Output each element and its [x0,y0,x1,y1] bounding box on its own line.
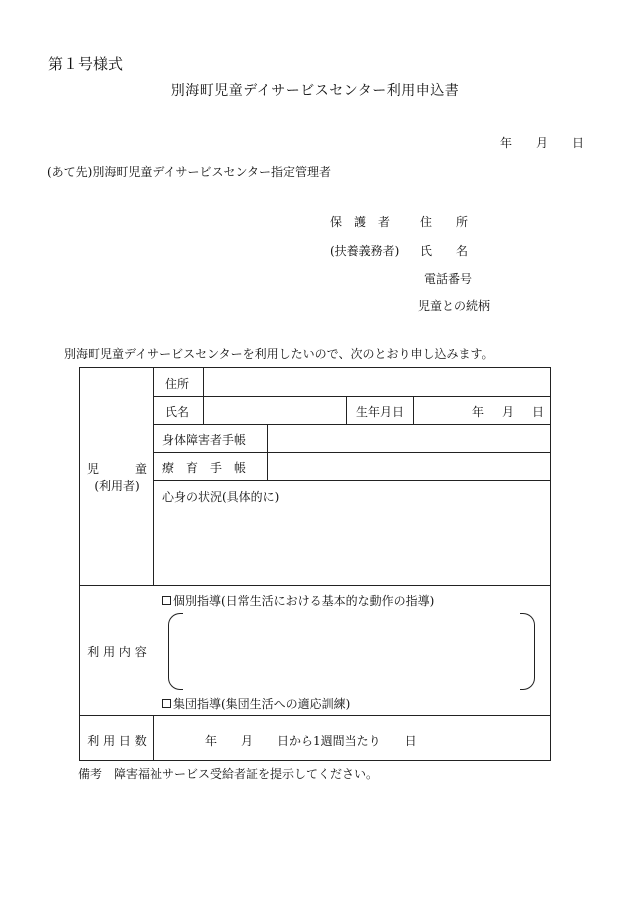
birthdate-label: 生年月日 [356,405,405,419]
date-day: 日 [571,136,584,150]
ryoiku-cert-label: 療 育 手 帳 [162,461,247,475]
days-label: 利 用 日 数 [87,734,147,748]
document-title: 別海町児童デイサービスセンター利用申込書 [170,83,460,99]
bracket-left [168,613,183,690]
guardian-sub-label: (扶養義務者) [330,244,400,258]
phone-label: 電話番号 [424,272,473,286]
form-number: 第１号様式 [48,55,124,73]
birth-month: 月 [501,405,514,419]
usage-label: 利 用 内 容 [87,645,147,659]
child-label: 児 童 [86,462,147,476]
child-sub-label: (利用者) [94,479,140,493]
child-address-label: 住所 [165,377,190,391]
days-value: 年 月 日から1週間当たり 日 [205,734,417,748]
guardian-label: 保 護 者 [330,215,391,229]
child-name-label: 氏名 [165,405,190,419]
date-year: 年 [500,136,513,150]
application-table [79,367,551,761]
date-month: 月 [535,136,548,150]
birthdate-value [472,403,544,420]
applicant-block [330,213,570,313]
group-checkbox[interactable] [162,699,171,708]
disability-cert-label: 身体障害者手帳 [162,433,247,447]
application-date [500,134,584,151]
birth-year: 年 [472,405,485,419]
birth-day: 日 [531,405,544,419]
applicant-address-label: 住 所 [420,215,469,229]
group-option[interactable] [162,695,350,712]
bracket-right [520,613,535,690]
applicant-name-label: 氏 名 [420,244,469,258]
individual-checkbox[interactable] [162,596,171,605]
remarks-note: 備考 障害福祉サービス受給者証を提示してください。 [78,767,379,781]
individual-label: 個別指導(日常生活における基本的な動作の指導) [173,594,435,608]
group-label: 集団指導(集団生活への適応訓練) [173,697,351,711]
individual-option[interactable] [162,592,434,609]
condition-label: 心身の状況(具体的に) [162,490,280,504]
relation-label: 児童との続柄 [418,299,491,313]
addressee: (あて先)別海町児童デイサービスセンター指定管理者 [47,165,332,179]
intro-text: 別海町児童デイサービスセンターを利用したいので、次のとおり申し込みます。 [64,347,494,361]
